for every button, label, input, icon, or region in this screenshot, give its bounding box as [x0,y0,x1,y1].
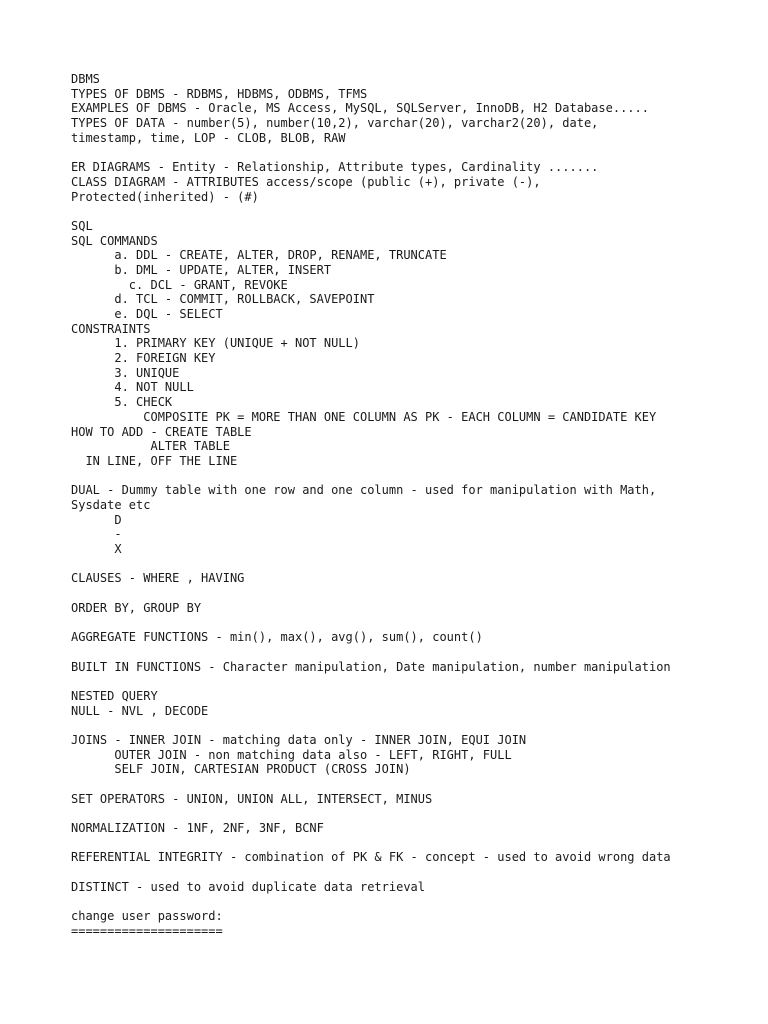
document-page [71,72,761,939]
text-line: 5. CHECK [71,395,173,410]
text-line: SQL [71,218,93,233]
blank-line [71,718,761,733]
text-line: CLASS DIAGRAM - ATTRIBUTES access/scope (public (+), private (-), [71,174,541,189]
text-line: BUILT IN FUNCTIONS - Character manipulation, Date manipulation, number manipulation [71,659,671,674]
text-line: 1. PRIMARY KEY (UNIQUE + NOT NULL) [71,336,360,351]
blank-line [71,204,761,219]
text-line: COMPOSITE PK = MORE THAN ONE COLUMN AS PK - EACH COLUMN = CANDIDATE KEY [71,409,657,424]
text-line: DUAL - Dummy table with one row and one column - used for manipulation with Math, [71,483,657,498]
blank-line [71,557,761,572]
blank-line [71,836,761,851]
text-line: SELF JOIN, CARTESIAN PRODUCT (CROSS JOIN) [71,762,411,777]
text-line: NULL - NVL , DECODE [71,703,209,718]
text-line: TYPES OF DATA - number(5), number(10,2), varchar(20), varchar2(20), date, [71,116,599,131]
text-line: TYPES OF DBMS - RDBMS, HDBMS, ODBMS, TFMS [71,86,368,101]
blank-line [71,806,761,821]
text-line: Sysdate etc [71,497,151,512]
text-line: X [71,542,122,556]
text-line: CLAUSES - WHERE , HAVING [71,571,245,586]
blank-line [71,615,761,630]
text-line: EXAMPLES OF DBMS - Oracle, MS Access, MySQL, SQLServer, InnoDB, H2 Database..... [71,101,649,116]
text-line: DBMS [71,72,100,86]
text-line: 4. NOT NULL [71,380,194,395]
text-line: ORDER BY, GROUP BY [71,600,202,615]
text-line: c. DCL - GRANT, REVOKE [71,277,288,292]
text-line: DISTINCT - used to avoid duplicate data retrieval [71,879,426,894]
blank-line [71,865,761,880]
text-line: IN LINE, OFF THE LINE [71,453,238,468]
text-line: e. DQL - SELECT [71,307,223,321]
text-line: Protected(inherited) - (#) [71,189,259,204]
text-line: change user password: [71,909,223,924]
text-line: d. TCL - COMMIT, ROLLBACK, SAVEPOINT [71,292,375,307]
text-line: ER DIAGRAMS - Entity - Relationship, Attribute types, Cardinality ....... [71,160,599,175]
blank-line [71,674,761,689]
text-line: NESTED QUERY [71,688,158,703]
text-line: 3. UNIQUE [71,365,180,380]
text-line: ALTER TABLE [71,439,230,454]
text-line: NORMALIZATION - 1NF, 2NF, 3NF, BCNF [71,821,324,836]
blank-line [71,777,761,792]
text-line: ===================== [71,923,223,938]
blank-line [71,145,761,160]
text-line: a. DDL - CREATE, ALTER, DROP, RENAME, TRUNCATE [71,248,447,263]
text-line: 2. FOREIGN KEY [71,351,216,366]
blank-line [71,469,761,484]
text-line: OUTER JOIN - non matching data also - LEFT, RIGHT, FULL [71,747,512,762]
text-line: AGGREGATE FUNCTIONS - min(), max(), avg(), sum(), count() [71,630,483,645]
text-line: b. DML - UPDATE, ALTER, INSERT [71,262,332,277]
blank-line [71,586,761,601]
text-line: JOINS - INNER JOIN - matching data only - INNER JOIN, EQUI JOIN [71,732,527,747]
text-line: SET OPERATORS - UNION, UNION ALL, INTERSECT, MINUS [71,791,433,806]
text-line: timestamp, time, LOP - CLOB, BLOB, RAW [71,130,346,145]
text-line: SQL COMMANDS [71,233,158,248]
text-line: D [71,512,122,527]
blank-line [71,895,761,910]
text-line: REFERENTIAL INTEGRITY - combination of PK & FK - concept - used to avoid wrong data [71,850,671,865]
text-line: HOW TO ADD - CREATE TABLE [71,424,252,439]
text-line: CONSTRAINTS [71,321,151,336]
text-line: - [71,527,122,542]
blank-line [71,645,761,660]
